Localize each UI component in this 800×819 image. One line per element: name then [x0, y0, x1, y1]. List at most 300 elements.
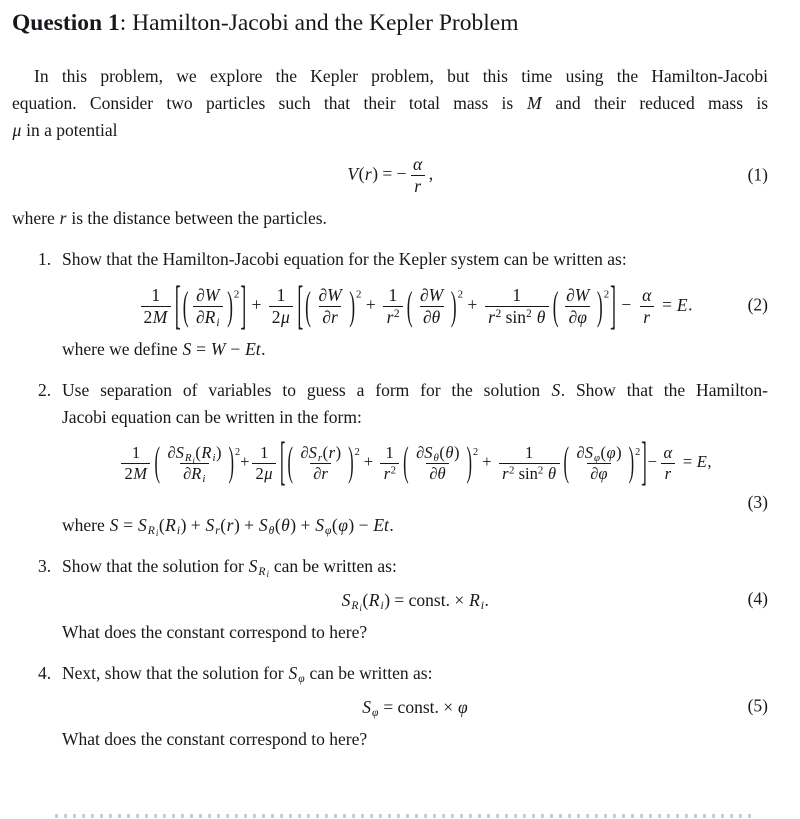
math-mt: −: [647, 452, 658, 472]
math-nu: [522, 443, 536, 463]
math-bd: (: [406, 281, 413, 328]
math-mi: θ: [268, 525, 275, 538]
math-mt: 2: [255, 463, 264, 483]
math-bd: (: [563, 437, 570, 486]
math-de: [499, 463, 560, 484]
math-mt: (: [600, 443, 606, 462]
math-mi: ∂θ: [429, 463, 446, 483]
math-de: [411, 175, 425, 197]
math-mi: ∂r: [313, 463, 328, 483]
math-de: [310, 463, 332, 484]
math-mt: (: [220, 514, 227, 535]
math-mi: r: [59, 208, 67, 228]
math-mi: r: [215, 525, 220, 538]
math-mi: ∂R: [196, 307, 216, 327]
list-item-2: [38, 377, 768, 539]
math-bd: ): [628, 437, 635, 486]
math-nu: [563, 285, 593, 306]
math-mt: 2: [635, 446, 641, 458]
math-mi: μ: [281, 307, 290, 327]
math-mi: S: [138, 514, 147, 535]
math-mt: = const. ×: [378, 696, 458, 717]
math-mi: φ: [298, 673, 305, 686]
math-msup: [394, 308, 400, 320]
math-mt: 2: [393, 308, 400, 321]
math-bd: ): [227, 281, 233, 328]
math-mi: ∂φ: [568, 307, 587, 327]
math-mt: where: [12, 208, 60, 228]
math-mi: S: [258, 514, 268, 535]
math-mt: 2: [124, 463, 133, 483]
math-mt: (: [195, 443, 201, 462]
math-fr: [121, 443, 150, 484]
math-mi: S: [315, 514, 324, 535]
math-mt: (: [331, 514, 338, 535]
math-mt: In this problem, we explore the Kepler problem, but this time using the Hamilton-Jacobi: [34, 66, 768, 86]
math-mi: θ: [536, 307, 546, 327]
math-de: [380, 463, 399, 484]
math-msub: [324, 525, 331, 537]
math-nu: [274, 285, 289, 306]
math-mi: i: [266, 569, 269, 580]
math-mi: R: [165, 514, 176, 535]
math-mt: What does the constant correspond to here?: [62, 728, 368, 749]
math-mi: μ: [264, 463, 273, 483]
math-mi: i: [176, 525, 181, 538]
math-msub: [147, 525, 159, 537]
intro-line-3: [12, 117, 768, 144]
math-mt: ) −: [348, 514, 373, 535]
math-mi: W: [210, 339, 226, 359]
item-3-text: [62, 553, 768, 580]
math-bd: [: [280, 430, 286, 492]
math-de: [485, 306, 549, 328]
math-mt: 1: [131, 443, 141, 462]
math-nu: [193, 285, 223, 306]
math-msub: [351, 600, 363, 612]
math-mt: 2: [233, 288, 240, 301]
math-mi: S: [288, 662, 298, 683]
math-mi: φ: [338, 514, 348, 535]
math-mi: S: [341, 589, 351, 610]
math-mi: S: [109, 514, 119, 535]
math-mi: R: [351, 600, 359, 613]
math-mt: .: [389, 514, 394, 535]
math-mi: i: [192, 455, 195, 466]
list-item-4: [38, 660, 768, 753]
item-4-text: [62, 660, 768, 687]
equation-4-tag: (4): [747, 588, 768, 609]
math-mi: Et: [373, 514, 389, 535]
math-mt: 1: [388, 285, 398, 305]
math-mi: M: [527, 93, 542, 113]
math-mt: sin: [514, 463, 538, 483]
equation-5-tag: (5): [747, 695, 768, 716]
item-2-number: 2.: [38, 380, 52, 400]
math-mt: ) = −: [372, 163, 407, 184]
math-mi: r: [364, 163, 372, 184]
math-mt: 2: [509, 464, 515, 477]
math-mt: ) +: [290, 514, 315, 535]
math-mt: ): [453, 443, 460, 462]
math-mt: 1: [385, 443, 394, 462]
math-mt: (: [358, 163, 365, 184]
math-mt: 2: [235, 446, 241, 458]
cutoff-text-remnant: [55, 814, 755, 818]
math-mi: i: [202, 473, 206, 486]
item-2-text-line-2: [62, 404, 768, 431]
math-de: [420, 306, 444, 328]
math-mt: ): [216, 443, 222, 462]
math-mt: .: [261, 339, 266, 359]
math-fr: [499, 443, 560, 484]
math-mi: ∂W: [318, 285, 342, 305]
math-mt: 2: [354, 446, 360, 458]
math-bd: (: [403, 437, 409, 486]
math-de: [661, 463, 674, 484]
equation-3-tag-line: [62, 492, 768, 512]
math-mi: r: [383, 463, 391, 483]
math-mt: 2: [603, 288, 610, 301]
math-bd: ): [450, 281, 457, 328]
math-nu: [383, 443, 397, 463]
math-mt: 2: [495, 308, 502, 321]
math-bd: ): [466, 437, 472, 486]
math-mi: i: [212, 452, 216, 465]
math-mi: R: [368, 589, 380, 610]
math-mi: ∂S: [300, 443, 317, 462]
math-mi: r: [328, 443, 336, 462]
math-mi: S: [248, 555, 258, 576]
math-mi: S: [182, 339, 192, 359]
math-nu: [509, 285, 524, 306]
math-mt: =: [678, 452, 697, 472]
intro-line-1: [12, 63, 768, 90]
equation-5: [62, 687, 768, 726]
math-mt: sin: [501, 307, 527, 327]
question-number: Question 1: [12, 10, 120, 36]
math-mi: S: [551, 380, 561, 400]
math-mt: =: [191, 339, 211, 359]
math-mt: 1: [260, 443, 269, 462]
math-mt: equation. Consider two particles such that their total mass is: [12, 93, 527, 113]
math-de: [180, 463, 209, 484]
math-mt: ,: [707, 452, 712, 472]
item-1-number: 1.: [38, 249, 52, 269]
equation-3: [34, 431, 796, 492]
math-mi: φ: [593, 452, 600, 465]
math-fr: [252, 443, 276, 484]
math-mt: −: [225, 339, 245, 359]
math-mt: 2: [390, 464, 397, 477]
math-mi: r: [643, 307, 651, 327]
list-item-1: [38, 246, 768, 363]
math-mt: (: [322, 443, 329, 462]
math-mi: r: [317, 452, 323, 465]
item-1-where: [62, 336, 768, 363]
math-fr: [269, 285, 294, 328]
math-mi: i: [216, 317, 220, 330]
math-mi: M: [152, 307, 168, 327]
math-mt: =: [118, 514, 138, 535]
page-title: [12, 10, 768, 37]
item-2-where: [62, 512, 768, 539]
math-mt: +: [478, 452, 496, 472]
math-fr: [383, 285, 403, 328]
item-4-question: [62, 726, 768, 753]
math-mi: φ: [372, 707, 379, 720]
math-mi: ∂W: [196, 285, 220, 305]
math-mt: 2: [537, 464, 544, 477]
math-mt: can be written as:: [305, 662, 433, 683]
math-mi: θ: [547, 463, 557, 483]
math-mi: φ: [606, 443, 616, 462]
math-nu: [129, 443, 143, 463]
equation-5-math: [362, 697, 468, 718]
math-msub: [258, 566, 270, 578]
math-fr: [193, 285, 224, 328]
math-mi: R: [469, 589, 480, 610]
math-mt: What does the constant correspond to here?: [62, 621, 368, 642]
equation-1-tag: (1): [747, 164, 768, 184]
equation-1-math: [347, 154, 433, 197]
item-4-number: 4.: [38, 662, 52, 683]
math-nu: [413, 443, 463, 463]
math-mt: 1: [151, 285, 161, 305]
math-nu: [410, 154, 426, 175]
math-bd: ): [596, 281, 603, 328]
math-mi: i: [155, 528, 159, 539]
math-mt: +: [359, 452, 378, 472]
math-mt: ): [616, 443, 622, 462]
math-de: [269, 306, 294, 328]
math-nu: [386, 285, 401, 306]
math-nu: [660, 443, 676, 463]
math-mi: ∂W: [420, 285, 444, 305]
math-mi: M: [133, 463, 147, 483]
math-mi: r: [226, 514, 234, 535]
math-mi: θ: [281, 514, 290, 535]
math-de: [121, 463, 150, 484]
math-mt: 2: [271, 307, 281, 327]
math-mi: Et: [245, 339, 261, 359]
math-nu: [639, 285, 655, 306]
math-mt: .: [484, 589, 489, 610]
math-mt: 1: [276, 285, 286, 305]
math-mi: ∂r: [322, 307, 338, 327]
math-nu: [573, 443, 625, 463]
math-fr: [380, 443, 399, 484]
math-mi: α: [413, 154, 423, 174]
math-mt: 2: [356, 288, 362, 301]
math-bd: ): [228, 437, 235, 486]
math-mt: .: [688, 294, 693, 315]
math-de: [640, 306, 654, 328]
math-mt: ) = const. ×: [384, 589, 469, 610]
math-mt: 2: [457, 288, 463, 301]
math-bd: (: [305, 281, 311, 328]
math-mt: +: [361, 294, 381, 315]
math-mt: ) +: [233, 514, 259, 535]
equation-1: [12, 144, 768, 205]
math-bd: ): [349, 281, 356, 328]
math-mi: R: [258, 566, 266, 579]
math-mt: +: [247, 294, 266, 315]
math-de: [193, 306, 224, 328]
math-mt: ) +: [180, 514, 206, 535]
math-mi: ∂S: [416, 443, 433, 462]
title-text: : Hamilton-Jacobi and the Kepler Problem: [119, 10, 519, 36]
math-mt: +: [463, 294, 482, 315]
equation-2-tag: (2): [747, 294, 768, 314]
math-mt: (: [439, 443, 445, 462]
math-mi: E: [696, 452, 707, 472]
item-1-text: [62, 246, 768, 273]
math-de: [426, 463, 449, 484]
item-3-question: [62, 619, 768, 646]
math-mi: S: [362, 696, 372, 717]
math-bd: (: [182, 281, 189, 328]
math-mt: . Show that the Hamilton-: [560, 380, 768, 400]
math-mi: θ: [445, 443, 454, 462]
math-bd: (: [552, 281, 559, 328]
math-mi: ∂θ: [423, 307, 441, 327]
math-mt: 1: [512, 285, 522, 305]
math-nu: [257, 443, 271, 463]
math-mi: ∂S: [576, 443, 593, 462]
intro-line-2: [12, 90, 768, 117]
math-mi: R: [184, 452, 192, 465]
math-bd: (: [154, 437, 160, 486]
math-bd: [: [174, 274, 181, 335]
math-mt: 2: [472, 446, 479, 458]
math-mt: −: [616, 294, 636, 315]
math-mi: μ: [12, 120, 22, 140]
math-fr: [573, 443, 625, 484]
math-mi: R: [201, 443, 212, 462]
math-fr: [141, 285, 171, 328]
math-mt: and their reduced mass is: [542, 93, 769, 113]
math-mt: 2: [143, 307, 153, 327]
math-mi: R: [147, 525, 155, 538]
math-msub: [268, 525, 275, 537]
math-de: [252, 463, 276, 484]
math-mt: can be written as:: [269, 555, 397, 576]
math-mi: i: [380, 600, 384, 613]
math-mi: r: [664, 463, 672, 483]
math-mi: ∂φ: [590, 463, 608, 483]
math-bd: ): [348, 437, 354, 486]
math-mi: θ: [433, 452, 439, 465]
math-fr: [297, 443, 344, 484]
math-mi: r: [502, 463, 509, 483]
math-mt: in a potential: [21, 120, 118, 140]
math-mt: (: [362, 589, 369, 610]
list-item-3: [38, 553, 768, 646]
math-mi: r: [386, 307, 394, 327]
math-de: [383, 306, 403, 328]
math-mt: is the distance between the particles.: [66, 208, 327, 228]
equation-3-math: [118, 430, 712, 492]
math-mt: Jacobi equation can be written in the form:: [62, 407, 362, 427]
math-fr: [485, 285, 549, 328]
math-fr: [164, 443, 225, 484]
math-mi: r: [414, 176, 422, 196]
math-mi: ∂S: [167, 443, 184, 462]
math-bd: ]: [240, 274, 247, 335]
where-line-potential: [12, 205, 768, 232]
math-msub: [372, 707, 379, 719]
equation-4-math: [341, 589, 489, 614]
math-mt: Show that the solution for: [62, 555, 249, 576]
equation-2: [62, 273, 768, 336]
intro-paragraph: [12, 63, 768, 144]
math-mt: Use separation of variables to guess a form for the solution: [62, 380, 551, 400]
math-mi: α: [642, 285, 652, 305]
math-nu: [417, 285, 447, 306]
math-bd: (: [287, 437, 293, 486]
equation-2-math: [138, 274, 693, 335]
math-fr: [410, 154, 426, 197]
math-mi: α: [663, 443, 673, 462]
math-mi: E: [676, 294, 688, 315]
math-mt: 2: [526, 308, 532, 321]
math-bd: ]: [641, 430, 647, 492]
item-2-text-line-1: [62, 377, 768, 404]
math-fr: [413, 443, 463, 484]
math-nu: [297, 443, 344, 463]
math-mi: i: [359, 603, 362, 614]
math-nu: [148, 285, 163, 306]
math-fr: [315, 285, 345, 328]
math-bd: ]: [610, 274, 616, 335]
math-mi: V: [347, 163, 359, 184]
item-3-number: 3.: [38, 555, 52, 576]
math-msup: [391, 464, 396, 476]
math-mt: (: [158, 514, 165, 535]
math-msub: [202, 473, 206, 485]
math-mt: =: [657, 294, 677, 315]
math-msub: [216, 317, 220, 329]
math-fr: [660, 443, 676, 484]
math-fr: [563, 285, 593, 328]
math-mi: r: [488, 307, 495, 327]
math-de: [565, 306, 590, 328]
equation-3-tag: (3): [747, 491, 768, 512]
math-mi: φ: [324, 525, 332, 538]
math-fr: [639, 285, 655, 328]
math-mt: Next, show that the solution for: [62, 662, 289, 683]
math-mi: ∂R: [183, 463, 202, 483]
math-mi: S: [205, 514, 215, 535]
math-mt: where we define: [62, 339, 183, 359]
equation-4: [62, 580, 768, 619]
math-fr: [417, 285, 447, 328]
math-mt: ,: [428, 163, 434, 184]
math-mt: 1: [524, 443, 534, 462]
math-mt: where: [62, 514, 110, 535]
math-mi: φ: [458, 696, 468, 717]
math-nu: [164, 443, 225, 466]
math-mt: +: [240, 452, 250, 472]
math-de: [319, 306, 341, 328]
math-mt: (: [274, 514, 281, 535]
math-bd: [: [297, 274, 304, 335]
math-nu: [315, 285, 345, 306]
math-mt: Show that the Hamilton-Jacobi equation for the Kepler system can be written as:: [62, 249, 627, 269]
math-mt: ): [335, 443, 342, 462]
math-mi: ∂W: [566, 285, 590, 305]
